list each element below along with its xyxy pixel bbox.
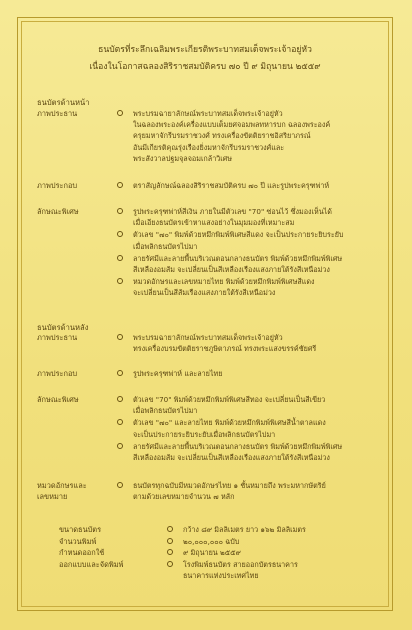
item-text-line: ตัวเลข "๗๐" พิมพ์ด้วยหมึกพิมพ์พิเศษสีแดง จะเป็นประกายระยิบระยับ <box>133 230 344 240</box>
bullet-item <box>117 276 381 298</box>
bullet-item <box>117 368 381 379</box>
bullet-circle-icon <box>117 231 123 237</box>
item-text-line: ธนบัตรทุกฉบับมีหมวดอักษรไทย ๑ ชั้นหมายถึง พระมหากษัตริย์ <box>133 481 326 490</box>
item-text-line: จะเป็นประกายระยิบระยับเมื่อพลิกธนบัตรไปมา <box>133 429 276 439</box>
item-text-line: ตัวเลข "๗๐" และลายไทย พิมพ์ด้วยหมึกพิมพ์พิเศษสีน้ำตาลแดง <box>133 418 326 428</box>
item-text-line: ตัวเลข "70" พิมพ์ด้วยหมึกพิมพ์พิเศษสีทอง จะเปลี่ยนเป็นสีเขียว <box>133 395 326 404</box>
spec-value-text: ธนาคารแห่งประเทศไทย <box>183 570 259 580</box>
item-text-line: ตามด้วยเลขหมายจำนวน ๗ หลัก <box>133 492 235 502</box>
bullet-circle-icon <box>117 482 123 488</box>
item-text-line: ในฉลองพระองค์เครื่องแบบเต็มยศจอมพลทหารบก ฉลองพระองค์ <box>133 120 331 130</box>
item-text-line: หมวดอักษรและเลขหมายไทย พิมพ์ด้วยหมึกพิมพ์พิเศษสีแดง <box>133 277 315 287</box>
back-main-label: ภาพประธาน <box>37 333 78 342</box>
bullet-item <box>117 180 381 191</box>
back-serial-label <box>37 480 115 502</box>
front-heading: ธนบัตรด้านหน้า <box>37 98 90 107</box>
front-main-label: ภาพประธาน <box>37 109 78 118</box>
bullet-circle-icon <box>117 396 123 402</box>
item-text-line: จะเปลี่ยนเป็นสีส้มเรืองแสงภายใต้รังสีเหนือม่วง <box>133 288 276 298</box>
back-element-list <box>117 368 381 380</box>
item-text-line: ลายรัศมีและลายพื้นบริเวณตอนกลางธนบัตร พิมพ์ด้วยหมึกพิมพ์พิเศษ <box>133 441 343 451</box>
serial-label-line2: เลขหมาย <box>37 492 68 502</box>
item-text-line: พระบรมฉายาลักษณ์พระบาทสมเด็จพระเจ้าอยู่หัว <box>133 333 283 342</box>
back-main-list <box>117 332 381 355</box>
front-element-list <box>117 180 381 192</box>
item-text-line: สีเหลืองอมส้ม จะเปลี่ยนเป็นสีเหลืองเรืองแสงภายใต้รังสีเหนือม่วง <box>133 453 330 463</box>
spec-label: จำนวนพิมพ์ <box>59 536 97 546</box>
back-special-list <box>117 394 381 464</box>
bullet-item <box>117 206 381 228</box>
bullet-item <box>117 332 381 354</box>
bullet-circle-icon <box>117 110 123 116</box>
bullet-item <box>117 441 381 463</box>
back-heading: ธนบัตรด้านหลัง <box>37 323 89 332</box>
bullet-circle-icon <box>167 549 173 555</box>
bullet-circle-icon <box>117 278 123 284</box>
front-main-list <box>117 108 381 165</box>
document-title: ธนบัตรที่ระลึกเฉลิมพระเกียรติพระบาทสมเด็จพระเจ้าอยู่หัว <box>98 45 312 55</box>
front-element-label: ภาพประกอบ <box>37 181 78 190</box>
bullet-circle-icon <box>117 334 123 340</box>
spec-value <box>167 524 367 536</box>
bullet-circle-icon <box>117 419 123 425</box>
bullet-circle-icon <box>117 182 123 188</box>
bullet-item <box>117 253 381 275</box>
item-text-line: สีเหลืองอมส้ม จะเปลี่ยนเป็นสีเหลืองเรืองแสงภายใต้รังสีเหนือม่วง <box>133 265 330 275</box>
spec-value-text: ๒๐,๐๐๐,๐๐๐ ฉบับ <box>183 536 240 546</box>
spec-value <box>167 547 367 559</box>
spec-value-text: กว้าง ๘๙ มิลลิเมตร ยาว ๑๖๒ มิลลิเมตร <box>183 525 306 534</box>
bullet-item <box>117 480 381 502</box>
item-text-line: ครุยมหาจักรีบรมราชวงศ์ ทรงเครื่องขัตติยราชอิสริยาภรณ์ <box>133 131 311 141</box>
item-text-line: เมื่อเอียงธนบัตรเข้าหาแสงอย่างในมุมมองที่เหมาะสม <box>133 218 295 228</box>
item-text-line: รูปพระครุฑพ่าห์ และลายไทย <box>133 369 223 378</box>
back-serial-list <box>117 480 381 503</box>
bullet-circle-icon <box>117 255 123 261</box>
spec-value <box>167 536 367 548</box>
item-text-line: อันมีเกียรติคุณรุ่งเรืองยิ่งมหาจักรีบรมราชวงศ์และ <box>133 142 285 152</box>
document-subtitle: เนื่องในโอกาสฉลองสิริราชสมบัติครบ ๗๐ ปี ๙ มิถุนายน ๒๕๕๙ <box>89 62 321 72</box>
item-text-line: เมื่อพลิกธนบัตรไปมา <box>133 241 198 251</box>
bullet-circle-icon <box>117 370 123 376</box>
spec-label: กำหนดออกใช้ <box>59 548 105 557</box>
bullet-circle-icon <box>167 526 173 532</box>
bullet-item <box>117 229 381 251</box>
bullet-circle-icon <box>117 443 123 449</box>
bullet-item <box>117 417 381 439</box>
bullet-circle-icon <box>117 208 123 214</box>
spec-value <box>167 559 367 582</box>
spec-label: ขนาดธนบัตร <box>59 525 102 534</box>
spec-label: ออกแบบและจัดพิมพ์ <box>59 559 124 569</box>
item-text-line: เมื่อพลิกธนบัตรไปมา <box>133 406 198 416</box>
item-text-line: พระบรมฉายาลักษณ์พระบาทสมเด็จพระเจ้าอยู่หัว <box>133 109 283 118</box>
back-element-label: ภาพประกอบ <box>37 369 78 378</box>
spec-value-text: ๙ มิถุนายน ๒๕๕๙ <box>183 548 241 557</box>
bullet-circle-icon <box>167 561 173 567</box>
item-text-line: ลายรัศมีและลายพื้นบริเวณตอนกลางธนบัตร พิมพ์ด้วยหมึกพิมพ์พิเศษ <box>133 253 343 263</box>
item-text-line: ทรงเครื่องบรมขัตติยราชภูษิตาภรณ์ ทรงพระแสงขรรค์ชัยศรี <box>133 344 317 354</box>
bullet-item <box>117 108 381 164</box>
front-special-list <box>117 206 381 300</box>
item-text-line: ตราสัญลักษณ์ฉลองสิริราชสมบัติครบ ๗๐ ปี และรูปพระครุฑพ่าห์ <box>133 181 330 190</box>
back-special-label: ลักษณะพิเศษ <box>37 395 79 404</box>
item-text-line: รูปพระครุฑพ่าห์สีเงิน ภายในมีตัวเลข "70" ซ่อนไว้ ซึ่งมองเห็นได้ <box>133 207 332 216</box>
spec-value-text: โรงพิมพ์ธนบัตร สายออกบัตรธนาคาร <box>183 559 298 569</box>
item-text-line: พระสังวาลปฐมจุลจอมเกล้าวิเศษ <box>133 153 233 163</box>
front-special-label: ลักษณะพิเศษ <box>37 207 79 216</box>
bullet-item <box>117 394 381 416</box>
serial-label-line1: หมวดอักษรและ <box>37 481 87 490</box>
bullet-circle-icon <box>167 538 173 544</box>
